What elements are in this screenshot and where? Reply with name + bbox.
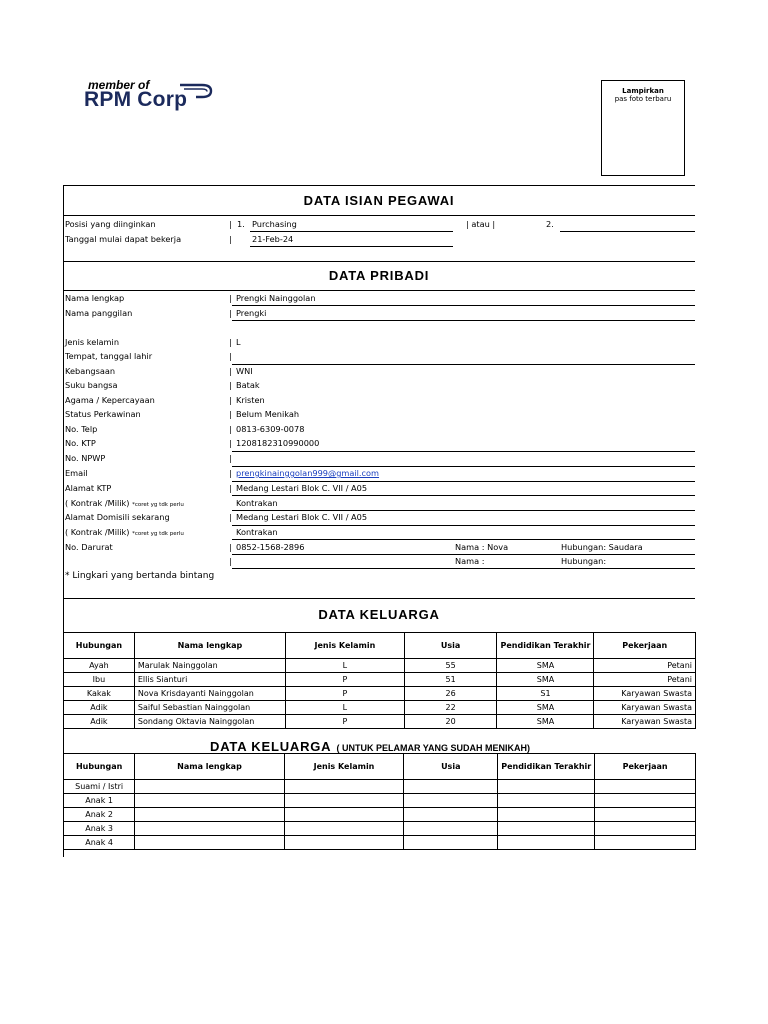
cell-occupation[interactable] [595, 822, 696, 836]
family-married-table [63, 753, 696, 850]
input-underline [232, 481, 695, 482]
email-link[interactable]: prengkinainggolan999@gmail.com [236, 468, 380, 478]
photo-placeholder[interactable] [601, 80, 685, 176]
cell-relation[interactable]: Anak 4 [64, 836, 135, 850]
divider [63, 261, 695, 262]
header-occupation: Pekerjaan [594, 633, 696, 659]
header-gender: Jenis Kelamin [284, 754, 404, 780]
table-row [64, 673, 696, 687]
contract-note-2: *coret yg tdk perlu [132, 531, 184, 537]
input-underline [232, 466, 695, 467]
cell-occupation[interactable] [595, 808, 696, 822]
email-label: Email [65, 468, 88, 478]
header-occupation: Pekerjaan [595, 754, 696, 780]
separator: | [229, 468, 232, 478]
separator: | [229, 293, 232, 303]
separator: | [229, 395, 232, 405]
cell-relation[interactable]: Kakak [64, 687, 135, 701]
cell-gender[interactable]: P [286, 673, 405, 687]
section-title-family-married: DATA KELUARGA [210, 739, 332, 754]
separator: | [229, 438, 232, 448]
input-underline [232, 451, 695, 452]
header-education: Pendidikan Terakhir [497, 633, 594, 659]
nickname-label: Nama panggilan [65, 308, 133, 318]
emergency-label: No. Darurat [65, 542, 113, 552]
religion-label: Agama / Kepercayaan [65, 395, 155, 405]
emergency-relation-2[interactable]: Hubungan: [561, 556, 607, 566]
separator: | [229, 409, 232, 419]
section-title-employee: DATA ISIAN PEGAWAI [303, 193, 455, 208]
separator: | [229, 424, 232, 434]
domicile-contract-value[interactable]: Kontrakan [236, 527, 278, 537]
cell-relation[interactable]: Adik [64, 701, 135, 715]
contract-text: ( Kontrak /Milik) [65, 498, 130, 508]
table-row [64, 794, 696, 808]
table-row [64, 808, 696, 822]
table-header-row [64, 633, 696, 659]
cell-education[interactable] [498, 836, 595, 850]
header-age: Usia [404, 633, 497, 659]
cell-occupation[interactable]: Petani [594, 659, 696, 673]
cell-full-name[interactable] [135, 780, 284, 794]
cell-full-name[interactable] [135, 808, 284, 822]
cell-age[interactable]: 55 [404, 659, 497, 673]
cell-education[interactable] [498, 822, 595, 836]
full-name-label: Nama lengkap [65, 293, 125, 303]
table-row [64, 822, 696, 836]
section-title-personal: DATA PRIBADI [328, 268, 430, 283]
cell-gender[interactable]: P [286, 687, 405, 701]
table-header-row [64, 754, 696, 780]
start-date-label: Tanggal mulai dapat bekerja [65, 234, 182, 244]
cell-relation[interactable]: Ibu [64, 673, 135, 687]
ktp-contract-value[interactable]: Kontrakan [236, 498, 278, 508]
header-full-name: Nama lengkap [134, 633, 285, 659]
separator: | [229, 234, 232, 244]
cell-gender[interactable]: P [286, 715, 405, 729]
position-1-no: 1. [237, 219, 245, 229]
family-table [63, 632, 696, 729]
table-row [64, 836, 696, 850]
emergency-name-1[interactable]: Nama : Nova [455, 542, 509, 552]
ktp-address-value[interactable]: Medang Lestari Blok C. VII / A05 [236, 483, 368, 493]
photo-subtitle: pas foto terbaru [614, 95, 672, 103]
header-gender: Jenis Kelamin [286, 633, 405, 659]
cell-full-name[interactable] [135, 836, 284, 850]
separator: | [229, 556, 232, 566]
separator: | [229, 483, 232, 493]
cell-occupation[interactable] [595, 780, 696, 794]
table-row [64, 701, 696, 715]
photo-title: Lampirkan [622, 87, 664, 95]
emergency-phone-value[interactable]: 0852-1568-2896 [236, 542, 305, 552]
cell-full-name[interactable] [135, 822, 284, 836]
cell-occupation[interactable]: Karyawan Swasta [594, 715, 696, 729]
cell-education[interactable]: SMA [497, 673, 594, 687]
cell-age[interactable] [404, 808, 498, 822]
cell-gender[interactable] [284, 780, 404, 794]
contract-note: *coret yg tdk perlu [132, 502, 184, 508]
cell-full-name[interactable]: Nova Krisdayanti Nainggolan [134, 687, 285, 701]
separator: | [229, 308, 232, 318]
phone-value[interactable]: 0813-6309-0078 [236, 424, 305, 434]
cell-age[interactable]: 26 [404, 687, 497, 701]
marital-label: Status Perkawinan [65, 409, 141, 419]
full-name-value[interactable]: Prengki Nainggolan [236, 293, 316, 303]
section-title-family-married-note: ( UNTUK PELAMAR YANG SUDAH MENIKAH) [336, 743, 530, 753]
header-education: Pendidikan Terakhir [498, 754, 595, 780]
domicile-label: Alamat Domisili sekarang [65, 512, 170, 522]
separator: | [229, 351, 232, 361]
header-full-name: Nama lengkap [135, 754, 284, 780]
cell-relation[interactable]: Anak 3 [64, 822, 135, 836]
nationality-value[interactable]: WNI [236, 366, 253, 376]
divider [63, 290, 695, 291]
input-underline [232, 525, 695, 526]
cell-relation[interactable]: Suami / Istri [64, 780, 135, 794]
input-underline [250, 246, 453, 247]
cell-education[interactable] [498, 780, 595, 794]
cell-occupation[interactable]: Petani [594, 673, 696, 687]
cell-age[interactable]: 51 [404, 673, 497, 687]
cell-age[interactable] [404, 836, 498, 850]
npwp-label: No. NPWP [65, 453, 106, 463]
table-row [64, 687, 696, 701]
marital-value[interactable]: Belum Menikah [236, 409, 300, 419]
emergency-relation-1[interactable]: Hubungan: Saudara [561, 542, 643, 552]
separator: | [229, 542, 232, 552]
input-underline [232, 320, 695, 321]
ethnicity-label: Suku bangsa [65, 380, 118, 390]
divider [63, 215, 695, 216]
input-underline [232, 305, 695, 306]
cell-age[interactable]: 22 [404, 701, 497, 715]
phone-label: No. Telp [65, 424, 98, 434]
divider [63, 598, 695, 599]
position-1-value[interactable]: Purchasing [252, 219, 297, 229]
input-underline [560, 231, 695, 232]
cell-relation[interactable]: Anak 2 [64, 808, 135, 822]
cell-education[interactable] [498, 808, 595, 822]
nationality-label: Kebangsaan [65, 366, 116, 376]
separator: | [229, 380, 232, 390]
cell-full-name[interactable] [135, 794, 284, 808]
cell-education[interactable]: SMA [497, 659, 594, 673]
cell-education[interactable]: SMA [497, 715, 594, 729]
header-relation: Hubungan [64, 633, 135, 659]
ktp-label: No. KTP [65, 438, 96, 448]
input-underline [232, 554, 695, 555]
cell-gender[interactable]: L [286, 659, 405, 673]
position-2-no: 2. [546, 219, 554, 229]
domicile-address-value[interactable]: Medang Lestari Blok C. VII / A05 [236, 512, 368, 522]
gender-label: Jenis kelamin [65, 337, 120, 347]
input-underline [232, 364, 695, 365]
cell-relation[interactable]: Ayah [64, 659, 135, 673]
cell-occupation[interactable]: Karyawan Swasta [594, 701, 696, 715]
cell-age[interactable] [404, 794, 498, 808]
cell-gender[interactable] [284, 794, 404, 808]
input-underline [232, 510, 695, 511]
ktp-address-label: Alamat KTP [65, 483, 112, 493]
ktp-value[interactable]: 1208182310990000 [236, 438, 320, 448]
position-label: Posisi yang diinginkan [65, 219, 156, 229]
input-underline [250, 231, 453, 232]
cell-age[interactable]: 20 [404, 715, 497, 729]
separator: | [229, 219, 232, 229]
cell-gender[interactable] [284, 822, 404, 836]
cell-gender[interactable] [284, 836, 404, 850]
cell-gender[interactable]: L [286, 701, 405, 715]
header-age: Usia [404, 754, 498, 780]
cell-occupation[interactable] [595, 794, 696, 808]
start-date-value[interactable]: 21-Feb-24 [252, 234, 294, 244]
table-row [64, 780, 696, 794]
contract-label [65, 498, 184, 510]
separator: | [229, 366, 232, 376]
contract-text-2: ( Kontrak /Milik) [65, 527, 130, 537]
table-row [64, 715, 696, 729]
emergency-name-2[interactable]: Nama : [455, 556, 485, 566]
input-underline [232, 539, 695, 540]
footnote: * Lingkari yang bertanda bintang [65, 571, 215, 581]
separator: | [229, 337, 232, 347]
cell-relation[interactable]: Adik [64, 715, 135, 729]
religion-value[interactable]: Kristen [236, 395, 265, 405]
cell-education[interactable] [498, 794, 595, 808]
cell-age[interactable] [404, 780, 498, 794]
cell-full-name[interactable]: Marulak Nainggolan [134, 659, 285, 673]
cell-education[interactable]: S1 [497, 687, 594, 701]
table-row [64, 659, 696, 673]
section-title-family: DATA KELUARGA [318, 607, 440, 622]
birth-label: Tempat, tanggal lahir [65, 351, 153, 361]
separator: | [229, 512, 232, 522]
input-underline [232, 568, 695, 569]
cell-occupation[interactable]: Karyawan Swasta [594, 687, 696, 701]
cell-full-name[interactable]: Ellis Sianturi [134, 673, 285, 687]
header-relation: Hubungan [64, 754, 135, 780]
or-label: | atau | [466, 219, 496, 229]
cell-gender[interactable] [284, 808, 404, 822]
rpm-logo-icon [178, 82, 214, 102]
cell-education[interactable]: SMA [497, 701, 594, 715]
cell-full-name[interactable]: Sondang Oktavia Nainggolan [134, 715, 285, 729]
nickname-value[interactable]: Prengki [236, 308, 267, 318]
ethnicity-value[interactable]: Batak [236, 380, 260, 390]
cell-age[interactable] [404, 822, 498, 836]
cell-occupation[interactable] [595, 836, 696, 850]
gender-value[interactable]: L [236, 337, 241, 347]
input-underline [232, 495, 695, 496]
logo-member-text: member of [88, 78, 150, 92]
separator: | [229, 453, 232, 463]
cell-full-name[interactable]: Saiful Sebastian Nainggolan [134, 701, 285, 715]
cell-relation[interactable]: Anak 1 [64, 794, 135, 808]
logo-corp-text: RPM Corp [84, 88, 188, 111]
contract-label-2 [65, 527, 184, 539]
